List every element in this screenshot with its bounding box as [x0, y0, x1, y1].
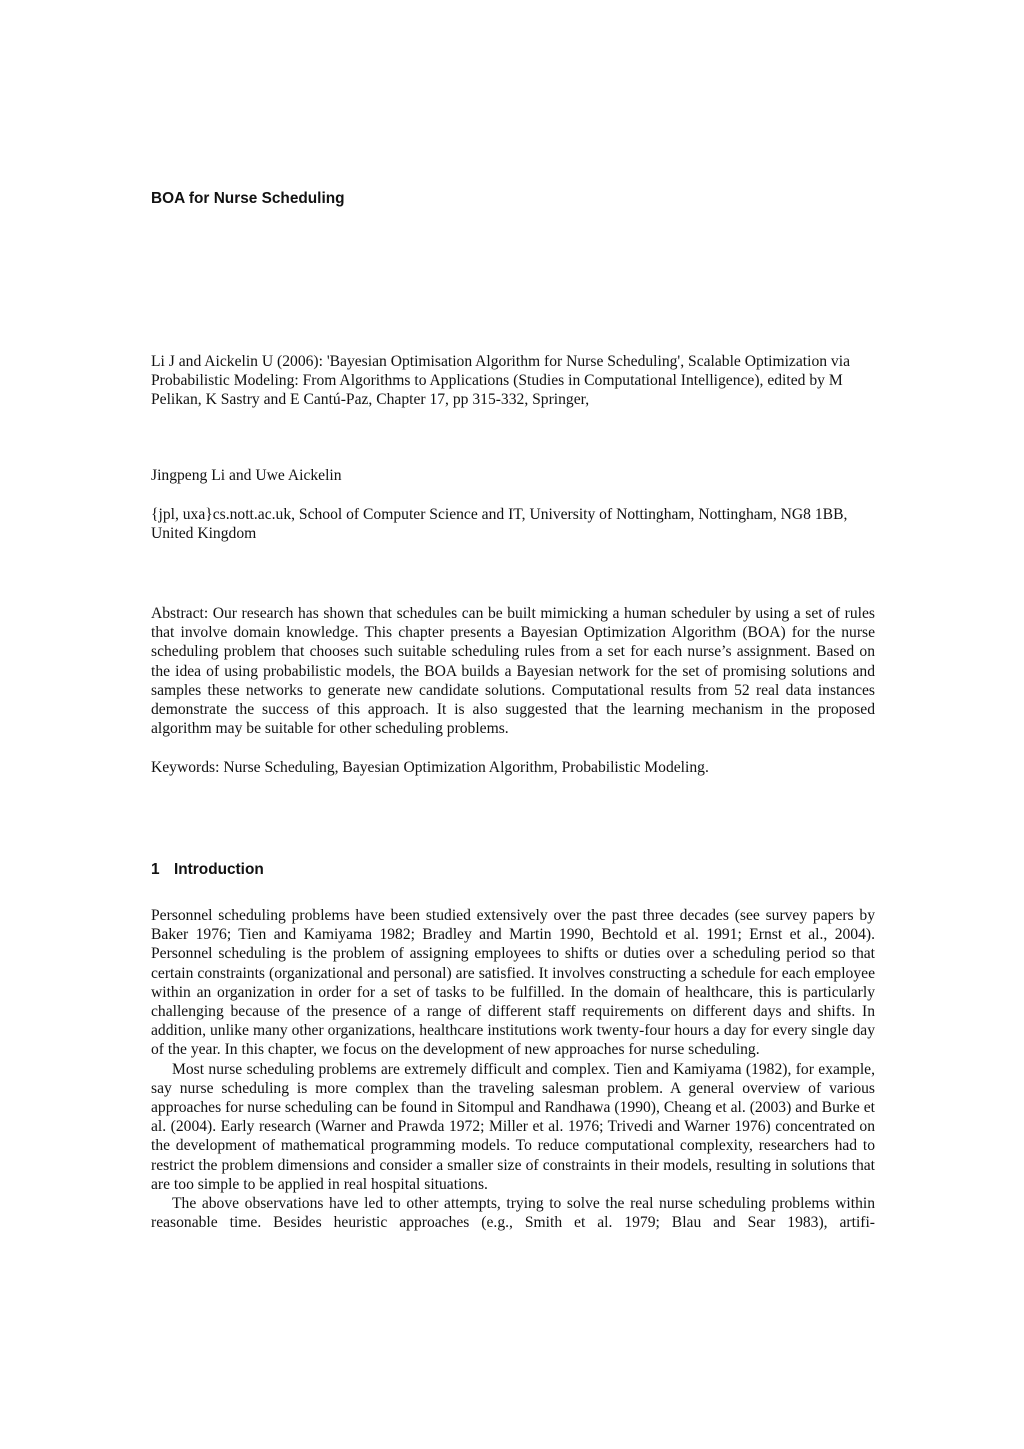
intro-paragraph-3: The above observations have led to other attempts, trying to solve the real nurse scheduling problems within reasonable time. Besides heuristic approaches (e.g., Smith et al. 1979; Blau and Sear 1983), artifi- — [151, 1195, 875, 1232]
authors: Jingpeng Li and Uwe Aickelin — [151, 467, 342, 484]
intro-paragraph-1: Personnel scheduling problems have been studied extensively over the past three decades (see survey papers by Baker 1976; Tien and Kamiyama 1982; Bradley and Martin 1990, Bechtold et al. 1991; Ernst et al., 2004). Personnel scheduling is the problem of assigning employees to shifts or duties over a scheduling period so that certain constraints (organizational and personal) are satisfied. It involves constructing a schedule for each employee within an organization in order for a set of tasks to be fulfilled. In the domain of healthcare, this is particularly challenging because of the presence of a range of different staff requirements on different days and shifts. In addition, unlike many other organizations, healthcare institutions work twenty-four hours a day for every single day of the year. In this chapter, we focus on the development of new approaches for nurse scheduling. — [151, 907, 875, 1059]
section-heading-introduction — [151, 861, 264, 879]
abstract: Abstract: Our research has shown that schedules can be built mimicking a human scheduler by using a set of rules that involve domain knowledge. This chapter presents a Bayesian Optimization Algorithm (BOA) for the nurse scheduling problem that chooses such suitable scheduling rules from a set for each nurse’s assignment. Based on the idea of using probabilistic models, the BOA builds a Bayesian network for the set of promising solutions and samples these networks to generate new candidate solutions. Computational results from 52 real data instances demonstrate the success of this approach. It is also suggested that the learning mechanism in the proposed algorithm may be suitable for other scheduling problems. — [151, 605, 875, 738]
section-number: 1 — [151, 861, 160, 878]
intro-paragraph-2: Most nurse scheduling problems are extremely difficult and complex. Tien and Kamiyama (1982), for example, say nurse scheduling is more complex than the traveling salesman problem. A general overview of various approaches for nurse scheduling can be found in Sitompul and Randhawa (1990), Cheang et al. (2003) and Burke et al. (2004). Early research (Warner and Prawda 1972; Miller et al. 1976; Trivedi and Warner 1976) concentrated on the development of mathematical programming models. To reduce computational complexity, researchers had to restrict the problem dimensions and consider a smaller size of constraints in their models, resulting in solutions that are too simple to be applied in real hospital situations. — [151, 1060, 875, 1193]
affiliation: {jpl, uxa}cs.nott.ac.uk, School of Computer Science and IT, University of Nottingham, Nottingham, NG8 1BB, United Kingdom — [151, 506, 848, 543]
running-head: BOA for Nurse Scheduling — [151, 190, 345, 207]
section-title: Introduction — [174, 861, 264, 878]
citation: Li J and Aickelin U (2006): 'Bayesian Optimisation Algorithm for Nurse Scheduling', Scalable Optimization via Probabilistic Modeling: From Algorithms to Applications (Studies in Computational Intelligence), edited by M Pelikan, K Sastry and E Cantú-Paz, Chapter 17, pp 315-332, Springer, — [151, 353, 850, 409]
keywords: Keywords: Nurse Scheduling, Bayesian Optimization Algorithm, Probabilistic Modeling. — [151, 759, 709, 776]
introduction-body — [151, 906, 875, 1232]
